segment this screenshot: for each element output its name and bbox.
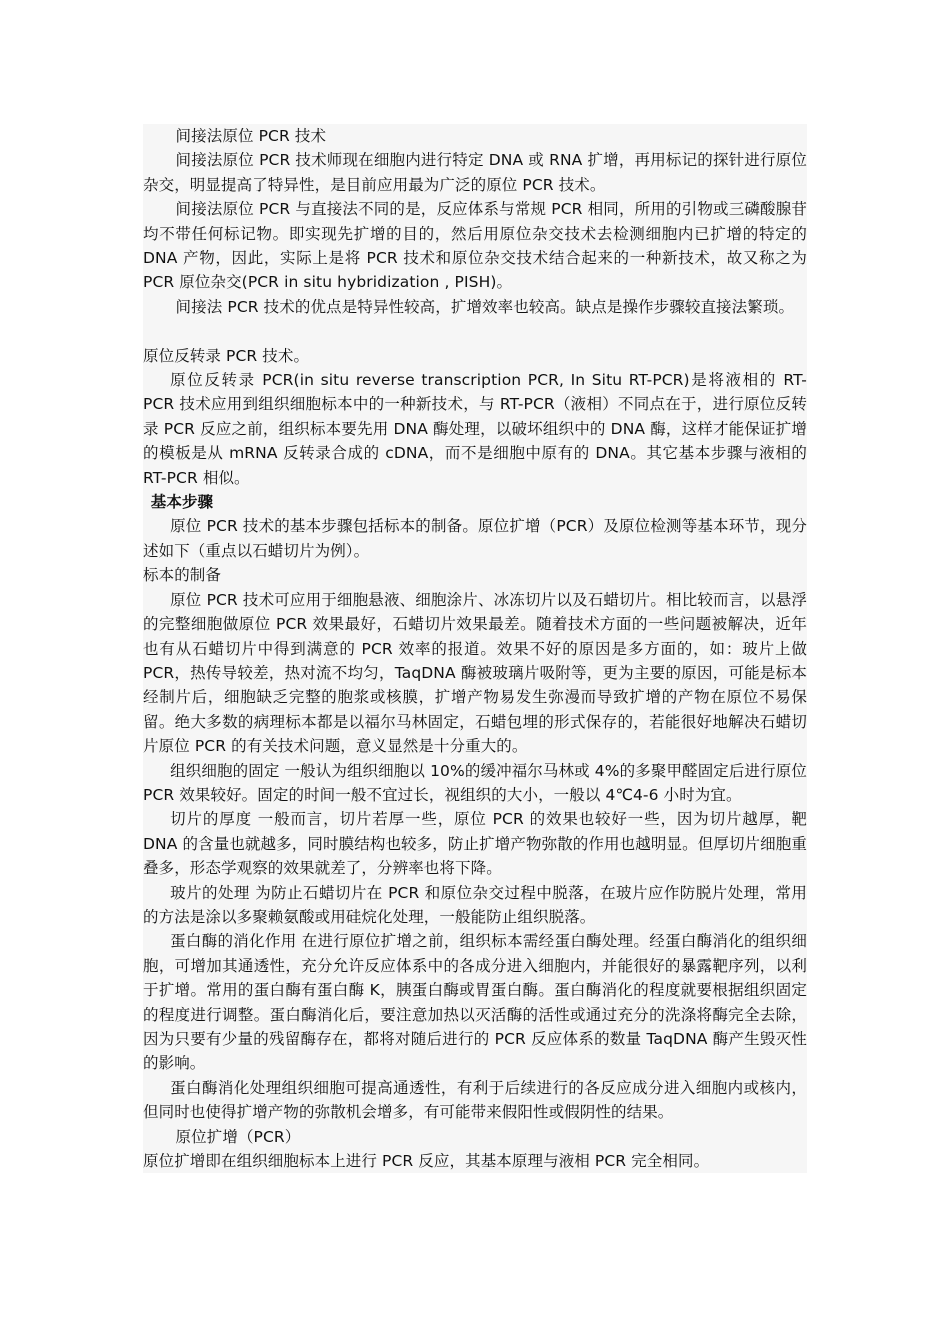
basic-steps-paragraph: 原位 PCR 技术的基本步骤包括标本的制备。原位扩增（PCR）及原位检测等基本环节，现分述如下（重点以石蜡切片为例）。	[143, 517, 807, 560]
rt-pcr-paragraph: 原位反转录 PCR(in situ reverse transcription PCR, In Situ RT-PCR)是将液相的 RT-PCR 技术应用到组织细胞标本中的一种新技术，与 RT-PCR（液相）不同点在于，进行原位反转录 PCR 反应之前，组织标本要先用 DNA 酶处理，以破坏组织中的 DNA 酶，这样才能保证扩增的模板是从 mRNA 反转录合成的 cDNA，而不是细胞中原有的 DNA。其它基本步骤与液相的 RT-PCR 相似。	[143, 371, 807, 487]
specimen-prep-title: 标本的制备	[143, 566, 222, 585]
indirect-pcr-paragraph-2: 间接法原位 PCR 与直接法不同的是，反应体系与常规 PCR 相同，所用的引物或三磷酸腺苷均不带任何标记物。即实现先扩增的目的，然后用原位杂交技术去检测细胞内已扩增的特定的 DNA 产物，因此，实际上是将 PCR 技术和原位杂交技术结合起来的一种新技术，故又称之为 PCR 原位杂交(PCR in situ hybridization , PISH)。	[143, 200, 807, 292]
section-thickness-paragraph: 切片的厚度 一般而言，切片若厚一些，原位 PCR 的效果也较好一些，因为切片越厚，靶 DNA 的含量也就越多，同时膜结构也较多，防止扩增产物弥散的作用也越明显。但厚切片细胞重叠多，形态学观察的效果就差了，分辨率也将下降。	[143, 810, 807, 878]
rt-pcr-title: 原位反转录 PCR 技术。	[143, 346, 310, 365]
indirect-pcr-paragraph-1: 间接法原位 PCR 技术师现在细胞内进行特定 DNA 或 RNA 扩增，再用标记的探针进行原位杂交，明显提高了特异性，是目前应用最为广泛的原位 PCR 技术。	[143, 151, 807, 194]
in-situ-amplification-title: 原位扩增（PCR）	[175, 1127, 301, 1146]
slide-treatment-paragraph: 玻片的处理 为防止石蜡切片在 PCR 和原位杂交过程中脱落，在玻片应作防脱片处理，常用的方法是涂以多聚赖氨酸或用硅烷化处理，一般能防止组织脱落。	[143, 883, 807, 926]
tissue-fixation-paragraph: 组织细胞的固定 一般认为组织细胞以 10%的缓冲福尔马林或 4%的多聚甲醛固定后进行原位 PCR 效果较好。固定的时间一般不宜过长，视组织的大小，一般以 4℃4-6 小时为宜。	[143, 761, 807, 804]
specimen-prep-paragraph: 原位 PCR 技术可应用于细胞悬液、细胞涂片、冰冻切片以及石蜡切片。相比较而言，以悬浮的完整细胞做原位 PCR 效果最好，石蜡切片效果最差。随着技术方面的一些问题被解决，近年也有从石蜡切片中得到满意的 PCR 效率的报道。效果不好的原因是多方面的，如：玻片上做 PCR，热传导较差，热对流不均匀，TaqDNA 酶被玻璃片吸附等，更为主要的原因，可能是标本经制片后，细胞缺乏完整的胞浆或核膜，扩增产物易发生弥漫而导致扩增的产物在原位不易保留。绝大多数的病理标本都是以福尔马林固定，石蜡包埋的形式保存的，若能很好地解决石蜡切片原位 PCR 的有关技术问题，意义显然是十分重大的。	[143, 590, 807, 756]
section-spacer	[143, 319, 807, 343]
document-text-block	[143, 124, 807, 1173]
protease-digestion-paragraph-1: 蛋白酶的消化作用 在进行原位扩增之前，组织标本需经蛋白酶处理。经蛋白酶消化的组织细胞，可增加其通透性，充分允许反应体系中的各成分进入细胞内，并能很好的暴露靶序列，以利于扩增。常用的蛋白酶有蛋白酶 K，胰蛋白酶或胃蛋白酶。蛋白酶消化的程度就要根据组织固定的程度进行调整。蛋白酶消化后，要注意加热以灭活酶的活性或通过充分的洗涤将酶完全去除，因为只要有少量的残留酶存在，都将对随后进行的 PCR 反应体系的数量 TaqDNA 酶产生毁灭性的影响。	[143, 932, 807, 1073]
protease-digestion-paragraph-2: 蛋白酶消化处理组织细胞可提高通透性，有利于后续进行的各反应成分进入细胞内或核内，但同时也使得扩增产物的弥散机会增多，有可能带来假阳性或假阴性的结果。	[143, 1078, 807, 1122]
indirect-pcr-paragraph-3: 间接法 PCR 技术的优点是特异性较高，扩增效率也较高。缺点是操作步骤较直接法繁琐。	[175, 297, 795, 316]
in-situ-amplification-paragraph: 原位扩增即在组织细胞标本上进行 PCR 反应，其基本原理与液相 PCR 完全相同。	[143, 1152, 710, 1171]
indirect-pcr-title: 间接法原位 PCR 技术	[175, 127, 327, 145]
basic-steps-heading: 基本步骤	[150, 493, 214, 512]
